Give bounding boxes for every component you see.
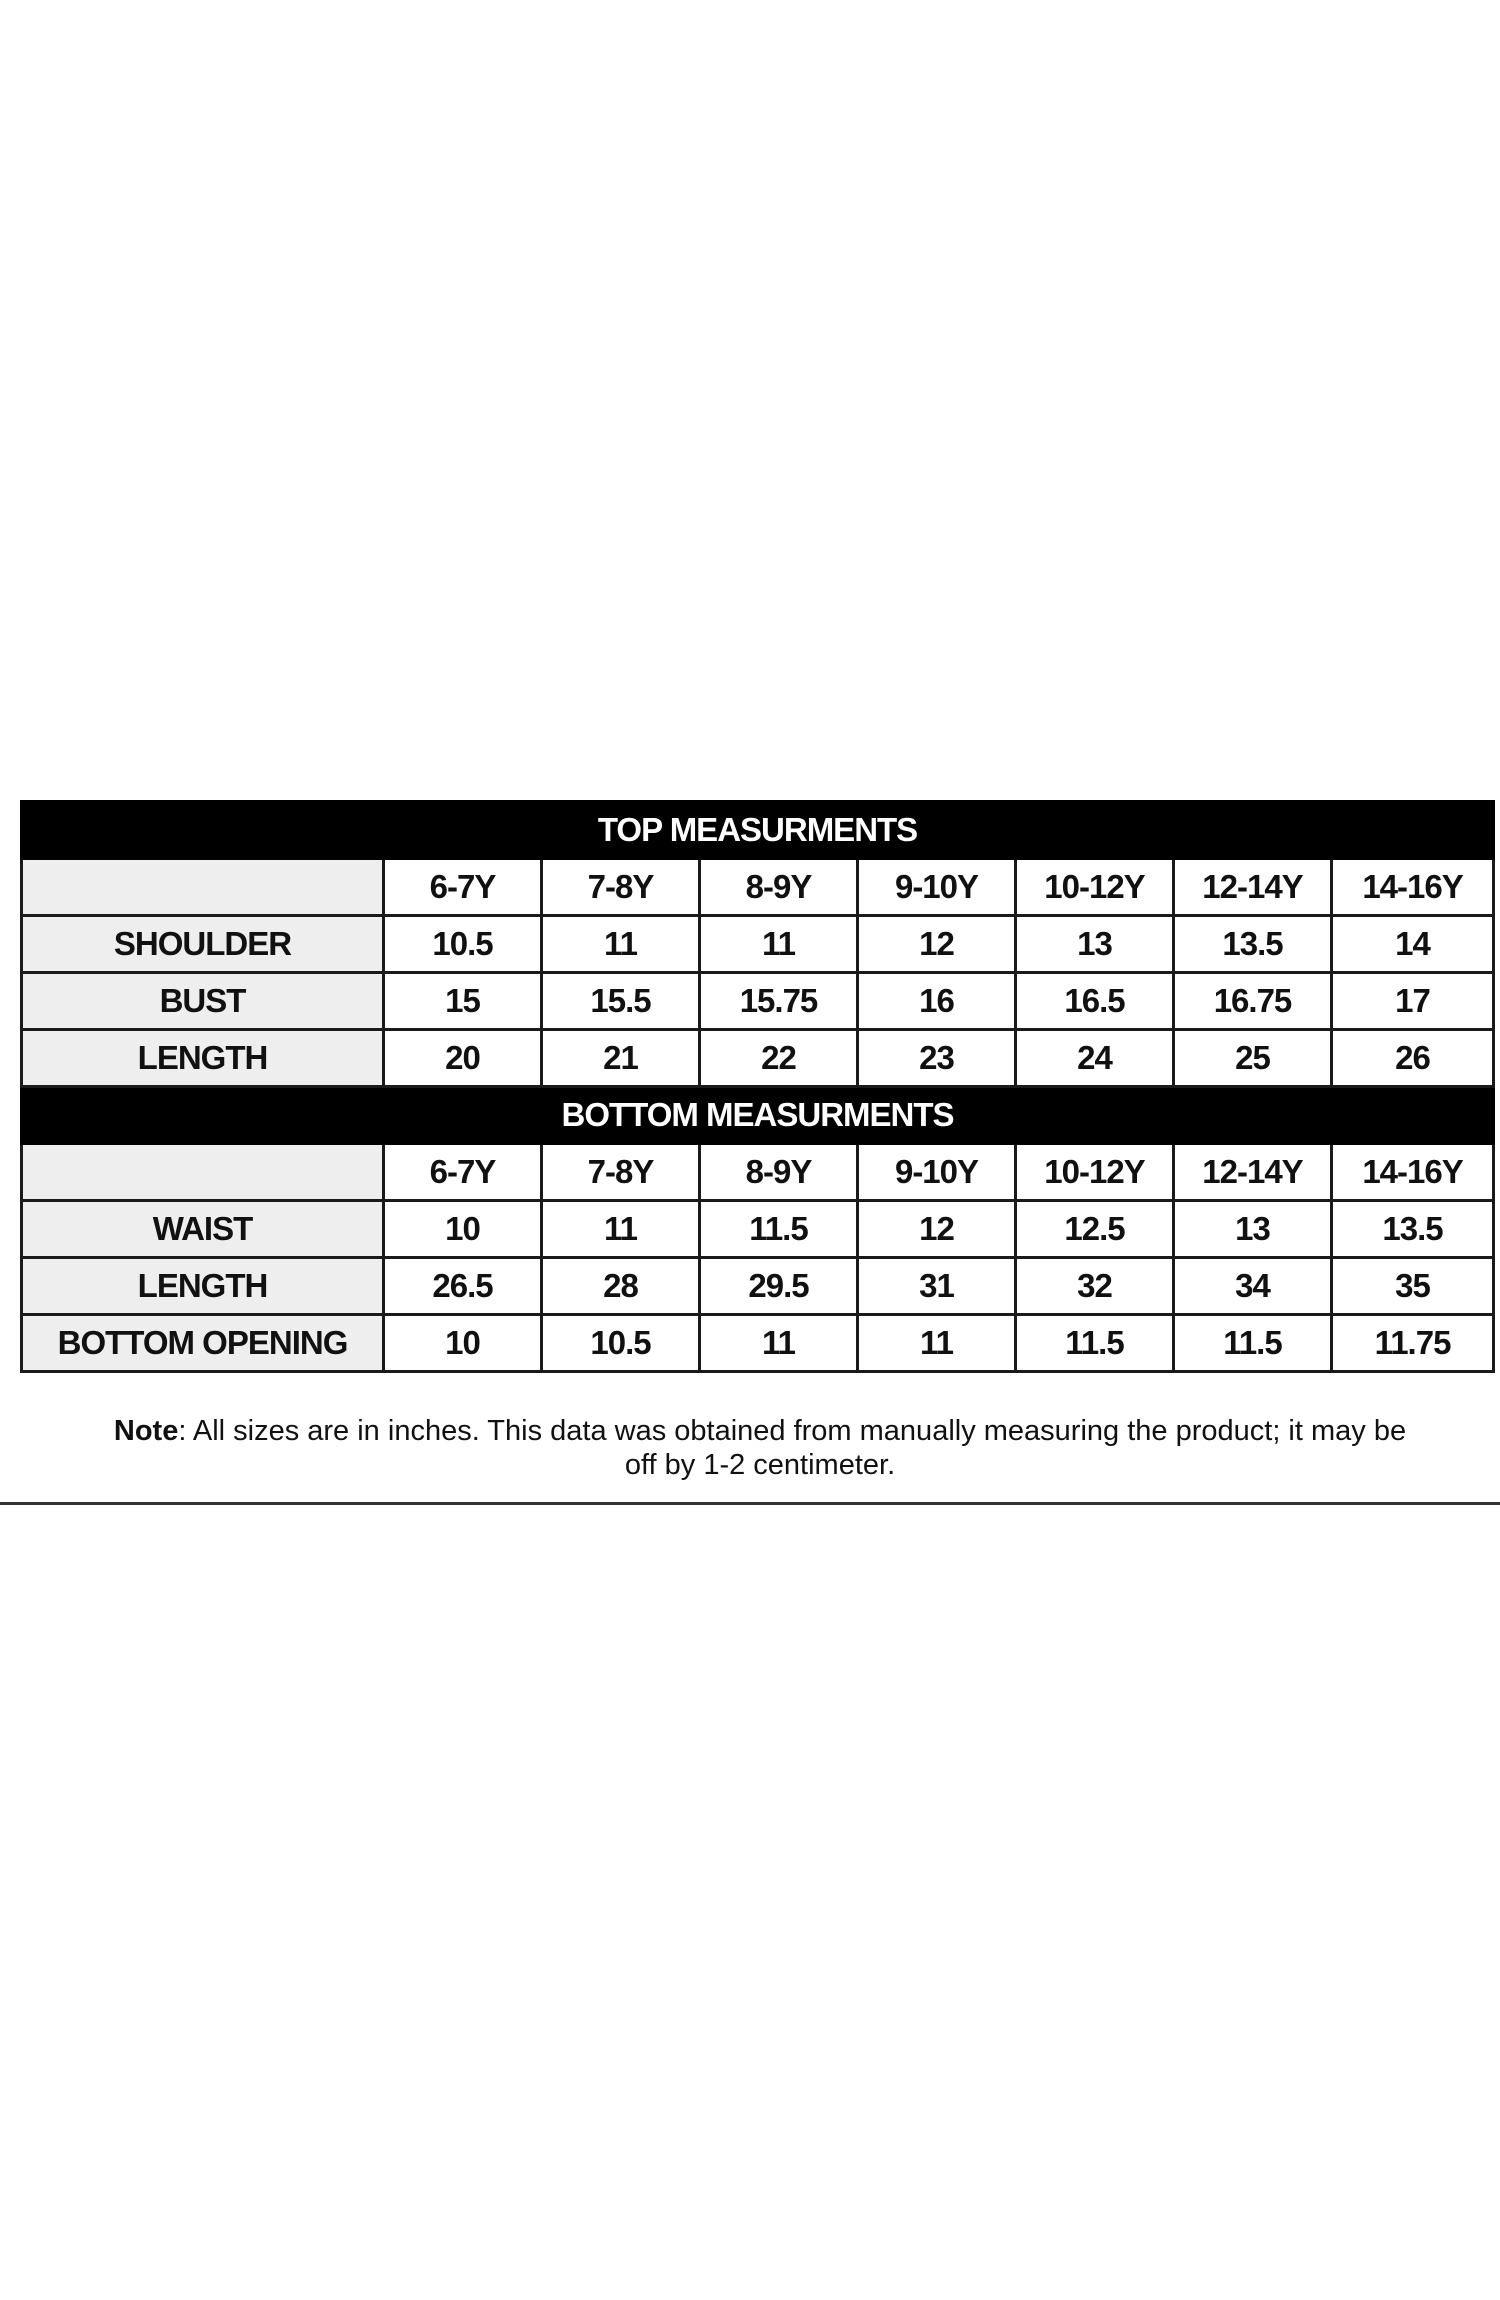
measurement-cell: 10 <box>384 1201 542 1258</box>
size-header: 9-10Y <box>858 859 1016 916</box>
measurement-cell: 24 <box>1016 1030 1174 1087</box>
size-header: 7-8Y <box>542 1144 700 1201</box>
measurement-cell: 25 <box>1174 1030 1332 1087</box>
top-size-header-row <box>22 859 1494 916</box>
measurement-cell: 26 <box>1332 1030 1494 1087</box>
row-label: SHOULDER <box>22 916 384 973</box>
size-header: 14-16Y <box>1332 859 1494 916</box>
bottom-section-header <box>22 1087 1494 1144</box>
table-row <box>22 1258 1494 1315</box>
measurement-cell: 22 <box>700 1030 858 1087</box>
measurement-cell: 13 <box>1174 1201 1332 1258</box>
measurement-cell: 20 <box>384 1030 542 1087</box>
section-title: BOTTOM MEASURMENTS <box>22 1087 1494 1144</box>
measurement-cell: 29.5 <box>700 1258 858 1315</box>
measurement-cell: 23 <box>858 1030 1016 1087</box>
measurement-cell: 35 <box>1332 1258 1494 1315</box>
size-header: 6-7Y <box>384 1144 542 1201</box>
table-row <box>22 916 1494 973</box>
measurement-cell: 21 <box>542 1030 700 1087</box>
table-row <box>22 1030 1494 1087</box>
measurement-cell: 10 <box>384 1315 542 1372</box>
row-label: BUST <box>22 973 384 1030</box>
size-header: 10-12Y <box>1016 859 1174 916</box>
size-note <box>100 1414 1420 1482</box>
top-section-header <box>22 802 1494 859</box>
measurement-cell: 16.5 <box>1016 973 1174 1030</box>
measurement-cell: 12 <box>858 916 1016 973</box>
measurement-cell: 11.5 <box>1174 1315 1332 1372</box>
measurement-cell: 31 <box>858 1258 1016 1315</box>
note-text: : All sizes are in inches. This data was obtained from manually measuring the product; it may be off by 1-2 centimeter. <box>178 1415 1407 1481</box>
size-header: 10-12Y <box>1016 1144 1174 1201</box>
measurement-cell: 15 <box>384 973 542 1030</box>
size-chart-table <box>20 800 1495 1373</box>
measurement-cell: 13 <box>1016 916 1174 973</box>
note-label: Note <box>113 1415 179 1447</box>
measurement-cell: 17 <box>1332 973 1494 1030</box>
measurement-cell: 10.5 <box>384 916 542 973</box>
measurement-cell: 11 <box>542 1201 700 1258</box>
measurement-cell: 11 <box>700 916 858 973</box>
measurement-cell: 11.5 <box>1016 1315 1174 1372</box>
divider-line <box>0 1502 1500 1505</box>
table-row <box>22 1315 1494 1372</box>
row-label: WAIST <box>22 1201 384 1258</box>
measurement-cell: 12.5 <box>1016 1201 1174 1258</box>
size-header: 12-14Y <box>1174 1144 1332 1201</box>
measurement-cell: 14 <box>1332 916 1494 973</box>
measurement-cell: 28 <box>542 1258 700 1315</box>
section-title: TOP MEASURMENTS <box>22 802 1494 859</box>
size-header: 12-14Y <box>1174 859 1332 916</box>
row-label: BOTTOM OPENING <box>22 1315 384 1372</box>
header-corner-cell <box>22 859 384 916</box>
measurement-cell: 11 <box>700 1315 858 1372</box>
header-corner-cell <box>22 1144 384 1201</box>
measurement-cell: 13.5 <box>1174 916 1332 973</box>
size-header: 9-10Y <box>858 1144 1016 1201</box>
measurement-cell: 26.5 <box>384 1258 542 1315</box>
measurement-cell: 11.5 <box>700 1201 858 1258</box>
measurement-cell: 13.5 <box>1332 1201 1494 1258</box>
measurement-cell: 15.5 <box>542 973 700 1030</box>
measurement-cell: 11 <box>542 916 700 973</box>
bottom-size-header-row <box>22 1144 1494 1201</box>
row-label: LENGTH <box>22 1258 384 1315</box>
measurement-cell: 16 <box>858 973 1016 1030</box>
measurement-cell: 10.5 <box>542 1315 700 1372</box>
measurement-cell: 34 <box>1174 1258 1332 1315</box>
measurement-cell: 12 <box>858 1201 1016 1258</box>
measurement-cell: 11 <box>858 1315 1016 1372</box>
size-header: 7-8Y <box>542 859 700 916</box>
measurement-cell: 11.75 <box>1332 1315 1494 1372</box>
measurement-cell: 32 <box>1016 1258 1174 1315</box>
size-header: 6-7Y <box>384 859 542 916</box>
table-row <box>22 973 1494 1030</box>
size-header: 8-9Y <box>700 859 858 916</box>
size-header: 8-9Y <box>700 1144 858 1201</box>
measurement-cell: 16.75 <box>1174 973 1332 1030</box>
measurement-cell: 15.75 <box>700 973 858 1030</box>
table-row <box>22 1201 1494 1258</box>
size-header: 14-16Y <box>1332 1144 1494 1201</box>
row-label: LENGTH <box>22 1030 384 1087</box>
